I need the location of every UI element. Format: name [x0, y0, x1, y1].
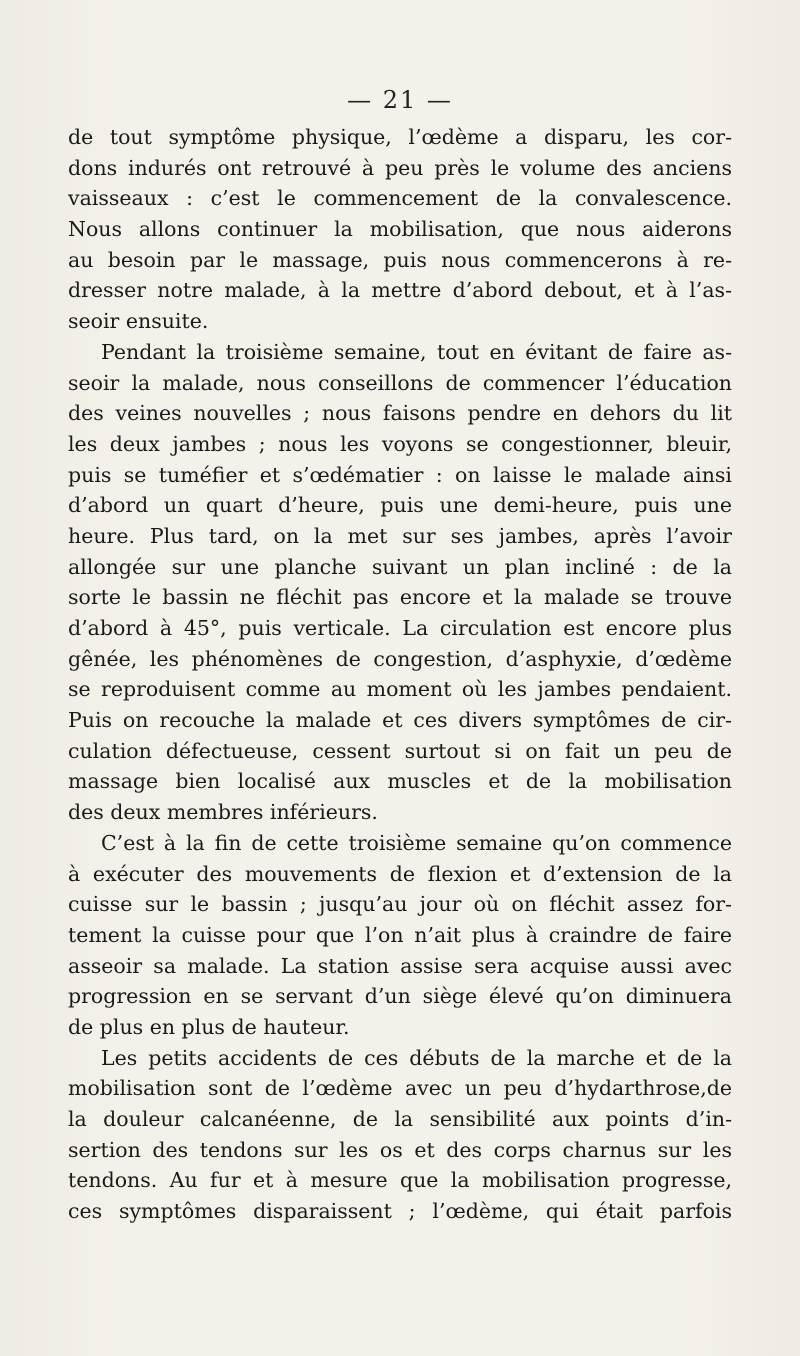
text-line: puis se tuméfier et s’œdématier : on laisse le malade ainsi	[68, 462, 732, 487]
text-line: tement la cuisse pour que l’on n’ait plus à craindre de faire	[68, 922, 732, 947]
text-line: se reproduisent comme au moment où les jambes pendaient.	[68, 677, 732, 702]
text-line: Nous allons continuer la mobilisation, que nous aiderons	[68, 217, 732, 242]
text-line: tendons. Au fur et à mesure que la mobilisation progresse,	[68, 1168, 732, 1193]
text-line: dons indurés ont retrouvé à peu près le volume des anciens	[68, 155, 732, 180]
page-number: — 21 —	[347, 86, 453, 114]
text-line: Pendant la troisième semaine, tout en évitant de faire as-	[101, 339, 732, 364]
text-line: ces symptômes disparaissent ; l’œdème, qui était parfois	[68, 1199, 732, 1224]
text-line: des deux membres inférieurs.	[68, 800, 378, 825]
text-line: progression en se servant d’un siège élevé qu’on diminuera	[68, 984, 732, 1009]
text-line: au besoin par le massage, puis nous commencerons à re-	[68, 247, 732, 272]
text-line: dresser notre malade, à la mettre d’abord debout, et à l’as-	[68, 278, 732, 303]
text-line: la douleur calcanéenne, de la sensibilité aux points d’in-	[68, 1107, 732, 1131]
text-line: à exécuter des mouvements de flexion et d’extension de la	[68, 861, 732, 886]
text-line: Puis on recouche la malade et ces divers symptômes de cir-	[68, 708, 732, 733]
text-line: allongée sur une planche suivant un plan incliné : de la	[68, 554, 732, 579]
text-line: gênée, les phénomènes de congestion, d’asphyxie, d’œdème	[68, 646, 732, 671]
text-line: culation défectueuse, cessent surtout si on fait un peu de	[68, 738, 732, 763]
text-line: seoir la malade, nous conseillons de commencer l’éducation	[68, 370, 732, 395]
text-line: de plus en plus de hauteur.	[68, 1014, 350, 1039]
text-line: sertion des tendons sur les os et des corps charnus sur les	[68, 1137, 732, 1162]
text-line: des veines nouvelles ; nous faisons pendre en dehors du lit	[68, 401, 732, 426]
text-line: les deux jambes ; nous les voyons se congestionner, bleuir,	[68, 431, 732, 456]
body-text	[68, 122, 732, 1227]
text-line: d’abord un quart d’heure, puis une demi-heure, puis une	[68, 493, 732, 518]
text-line: sorte le bassin ne fléchit pas encore et la malade se trouve	[68, 585, 732, 610]
text-line: massage bien localisé aux muscles et de la mobilisation	[68, 769, 732, 794]
text-line: asseoir sa malade. La station assise sera acquise aussi avec	[68, 953, 732, 978]
text-line: cuisse sur le bassin ; jusqu’au jour où on fléchit assez for-	[68, 892, 732, 917]
text-line: heure. Plus tard, on la met sur ses jambes, après l’avoir	[68, 523, 732, 548]
text-line: de tout symptôme physique, l’œdème a disparu, les cor-	[68, 125, 732, 149]
text-line: C’est à la fin de cette troisième semaine qu’on commence	[101, 830, 732, 855]
text-line: mobilisation sont de l’œdème avec un peu d’hydarthrose,de	[68, 1076, 732, 1101]
text-line: d’abord à 45°, puis verticale. La circulation est encore plus	[68, 616, 732, 640]
text-line: Les petits accidents de ces débuts de la marche et de la	[101, 1045, 732, 1070]
text-line: seoir ensuite.	[68, 309, 209, 334]
text-line: vaisseaux : c’est le commencement de la convalescence.	[68, 186, 732, 211]
